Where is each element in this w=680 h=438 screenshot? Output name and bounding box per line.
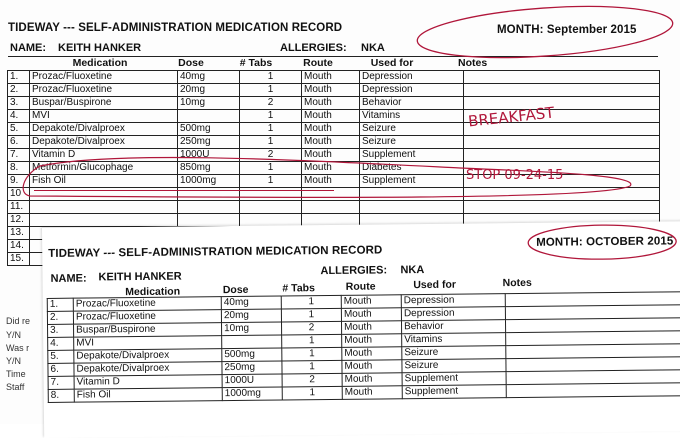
row-number-cell: 7. — [8, 149, 30, 162]
row-number-cell: 14. — [8, 240, 30, 253]
row-number-cell: 5. — [8, 123, 30, 136]
used-for-cell: Depression — [401, 294, 505, 308]
used-for-cell: Diabetes — [360, 162, 464, 175]
row-number-cell: 13. — [8, 227, 30, 240]
route-cell: Mouth — [342, 386, 402, 400]
sheet-title: TIDEWAY --- SELF-ADMINISTRATION MEDICATION RECORD — [48, 244, 383, 260]
dose-cell: 500mg — [178, 123, 240, 136]
medication-name-cell: Vitamin D — [30, 149, 178, 162]
name-label: NAME: — [50, 272, 87, 285]
tab-count-cell: 1 — [240, 175, 302, 188]
row-number-cell: 4. — [8, 110, 30, 123]
tab-count-cell: 1 — [281, 295, 341, 309]
row-number-cell: 9. — [8, 175, 30, 188]
side-fragment: Time — [6, 369, 26, 379]
route-cell: Mouth — [342, 334, 402, 348]
allergies-label: ALLERGIES: — [320, 264, 388, 278]
dose-cell: 40mg — [221, 296, 281, 310]
used-for-cell: Supplement — [402, 372, 506, 386]
tab-count-cell: 1 — [281, 308, 341, 322]
medication-name-cell: Depakote/Divalproex — [30, 136, 178, 149]
side-fragment: Staff — [6, 382, 25, 392]
used-for-cell: Depression — [360, 71, 464, 84]
medication-name-cell: Fish Oil — [30, 175, 178, 188]
medication-name-cell: Vitamin D — [74, 375, 222, 390]
route-cell: Mouth — [302, 71, 360, 84]
medication-name-cell: Depakote/Divalproex — [74, 362, 222, 377]
col-dose: Dose — [222, 283, 249, 297]
name-label: NAME: — [10, 42, 47, 54]
allergies-value: NKA — [361, 42, 385, 54]
tab-count-cell: 1 — [282, 360, 342, 374]
medication-name-cell: MVI — [30, 110, 178, 123]
dose-cell: 250mg — [222, 361, 282, 375]
dose-cell: 1000U — [178, 149, 240, 162]
ink-annotations — [42, 221, 680, 308]
row-number-cell: 10 — [8, 188, 30, 201]
row-number-cell: 8. — [8, 162, 30, 175]
route-cell: Mouth — [302, 136, 360, 149]
route-cell: Mouth — [342, 360, 402, 374]
tab-count-cell: 2 — [281, 321, 341, 335]
medication-name-cell: Fish Oil — [74, 388, 222, 403]
row-number-cell: 11. — [8, 201, 30, 214]
used-for-cell: Vitamins — [360, 110, 464, 123]
notes-cell — [506, 383, 680, 398]
tab-count-cell: 1 — [282, 386, 342, 400]
row-number-cell: 4. — [48, 337, 74, 350]
medication-name-cell: Prozac/Fluoxetine — [73, 310, 221, 325]
handwritten-stop-date: STOP 09-24-15 — [466, 168, 564, 183]
patient-name: KEITH HANKER — [98, 270, 182, 284]
side-fragment: Y/N — [6, 356, 22, 366]
side-fragment: Did re — [6, 316, 31, 326]
tab-count-cell: 2 — [240, 149, 302, 162]
col-medication: Medication — [125, 285, 181, 299]
row-number-cell: 8. — [48, 389, 74, 402]
medication-name-cell: Prozac/Fluoxetine — [30, 71, 178, 84]
route-cell: Mouth — [302, 110, 360, 123]
route-cell: Mouth — [341, 295, 401, 309]
col-tabs: # Tabs — [282, 282, 315, 295]
row-number-cell: 7. — [48, 376, 74, 389]
dose-cell: 10mg — [178, 97, 240, 110]
used-for-cell: Vitamins — [402, 333, 506, 347]
route-cell: Mouth — [342, 373, 402, 387]
col-medication: Medication — [72, 57, 128, 69]
medication-name-cell: Prozac/Fluoxetine — [73, 297, 221, 312]
handwritten-breakfast: BREAKFAST — [467, 103, 556, 131]
dose-cell: 20mg — [178, 84, 240, 97]
tab-count-cell: 1 — [240, 110, 302, 123]
route-cell: Mouth — [302, 162, 360, 175]
dose-cell: 1000U — [222, 374, 282, 388]
side-fragment: Was r — [6, 343, 30, 353]
col-notes: Notes — [502, 276, 532, 290]
medication-name-cell: MVI — [74, 336, 222, 351]
used-for-cell: Behavior — [360, 97, 464, 110]
dose-cell: 40mg — [178, 71, 240, 84]
medication-name-cell: Metformin/Glucophage — [30, 162, 178, 175]
dose-cell: 20mg — [221, 309, 281, 323]
dose-cell: 1000mg — [178, 175, 240, 188]
col-dose: Dose — [178, 57, 204, 69]
month-label: MONTH: OCTOBER 2​015 — [536, 235, 674, 249]
used-for-cell: Depression — [360, 84, 464, 97]
row-number-cell: 1. — [47, 298, 73, 311]
row-number-cell: 1. — [8, 71, 30, 84]
col-route: Route — [345, 280, 376, 293]
patient-name: KEITH HANKER — [58, 42, 142, 54]
col-notes: Notes — [458, 57, 488, 69]
used-for-cell: Seizure — [360, 136, 464, 149]
medication-name-cell: Prozac/Fluoxetine — [30, 84, 178, 97]
used-for-cell: Supplement — [360, 175, 464, 188]
dose-cell: 10mg — [222, 322, 282, 336]
row-number-cell: 15. — [8, 253, 30, 266]
used-for-cell: Supplement — [360, 149, 464, 162]
used-for-cell: Seizure — [402, 359, 506, 373]
side-fragment: Y/N — [6, 330, 22, 340]
sheet-title: TIDEWAY --- SELF-ADMINISTRATION MEDICATION RECORD — [8, 22, 343, 34]
route-cell: Mouth — [302, 175, 360, 188]
month-label: MONTH: September 2​015 — [497, 24, 637, 36]
dose-cell: 500mg — [222, 348, 282, 362]
tab-count-cell: 1 — [240, 123, 302, 136]
used-for-cell: Behavior — [401, 320, 505, 334]
row-number-cell: 2. — [8, 84, 30, 97]
month-circle — [416, 0, 675, 65]
route-cell: Mouth — [302, 123, 360, 136]
tab-count-cell: 1 — [240, 136, 302, 149]
tab-count-cell: 1 — [240, 84, 302, 97]
row-number-cell: 3. — [48, 324, 74, 337]
medication-name-cell: Depakote/Divalproex — [30, 123, 178, 136]
tab-count-cell: 1 — [282, 334, 342, 348]
dose-cell: 250mg — [178, 136, 240, 149]
route-cell: Mouth — [341, 321, 401, 335]
dose-cell: 850mg — [178, 162, 240, 175]
used-for-cell: Seizure — [360, 123, 464, 136]
tab-count-cell: 1 — [240, 162, 302, 175]
october-record-sheet — [42, 221, 680, 438]
route-cell: Mouth — [302, 97, 360, 110]
route-cell: Mouth — [302, 84, 360, 97]
row-number-cell: 6. — [48, 363, 74, 376]
row-number-cell: 12. — [8, 214, 30, 227]
row-number-cell: 6. — [8, 136, 30, 149]
dose-cell: 1000mg — [222, 387, 282, 401]
allergies-label: ALLERGIES: — [280, 42, 347, 54]
row-number-cell: 5. — [48, 350, 74, 363]
col-used-for: Used for — [370, 57, 414, 69]
col-used-for: Used for — [413, 278, 456, 292]
dose-cell — [222, 335, 282, 349]
col-tabs: # Tabs — [239, 57, 273, 69]
route-cell: Mouth — [341, 308, 401, 322]
tab-count-cell: 1 — [282, 347, 342, 361]
row-number-cell: 2. — [47, 311, 73, 324]
tab-count-cell: 2 — [240, 97, 302, 110]
october-medication-table — [47, 291, 680, 403]
route-cell: Mouth — [302, 149, 360, 162]
row-number-cell: 3. — [8, 97, 30, 110]
route-cell: Mouth — [342, 347, 402, 361]
tab-count-cell: 2 — [282, 373, 342, 387]
col-route: Route — [303, 57, 333, 69]
month-circle — [528, 224, 676, 260]
allergies-value: NKA — [400, 263, 425, 277]
tab-count-cell: 1 — [240, 71, 302, 84]
medication-name-cell: Buspar/Buspirone — [74, 323, 222, 338]
used-for-cell: Seizure — [402, 346, 506, 360]
strike-line — [34, 190, 334, 191]
used-for-cell: Depression — [401, 307, 505, 321]
used-for-cell: Supplement — [402, 385, 506, 399]
medication-name-cell: Buspar/Buspirone — [30, 97, 178, 110]
medication-name-cell: Depakote/Divalproex — [74, 349, 222, 364]
